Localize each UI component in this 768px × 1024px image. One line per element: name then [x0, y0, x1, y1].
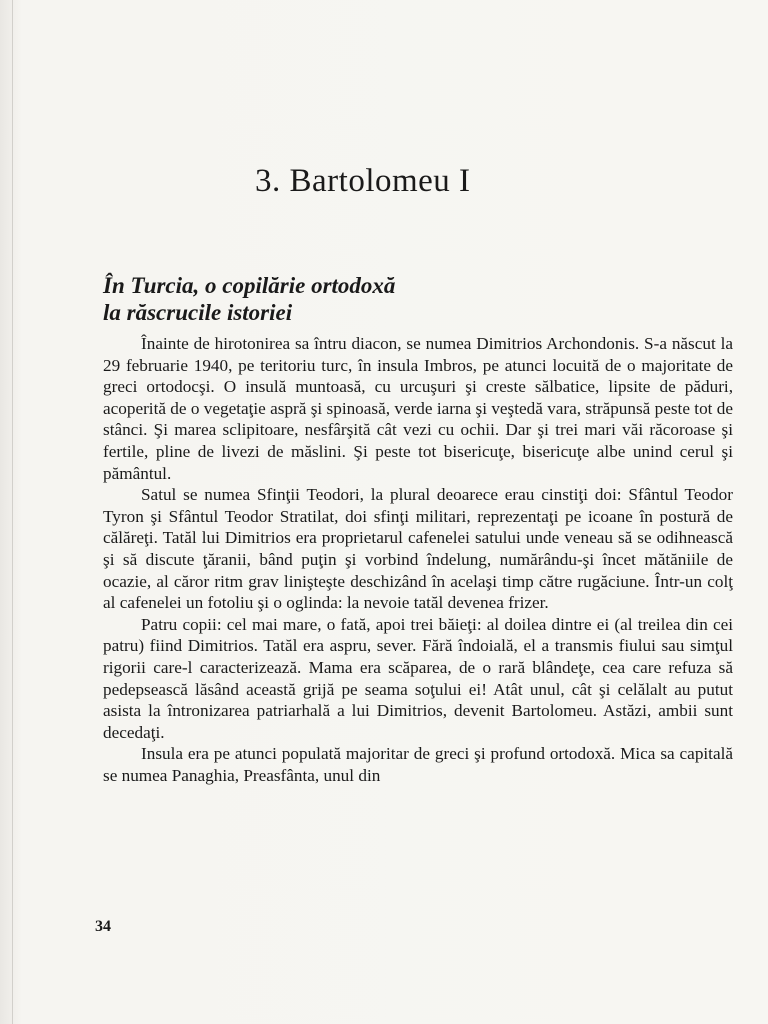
section-title-line-2: la răscrucile istoriei [103, 300, 293, 325]
body-text [103, 333, 733, 786]
chapter-title: 3. Bartolomeu I [255, 163, 471, 199]
section-title [103, 272, 543, 326]
page-binding-edge [12, 0, 13, 1024]
paragraph: Insula era pe atunci populată majoritar de greci şi profund ortodoxă. Mica sa capitală se numea Panaghia, Preasfânta, unul din [103, 744, 733, 785]
paragraph: Înainte de hirotonirea sa întru diacon, se numea Dimitrios Archondonis. S-a născut la 29 februarie 1940, pe teritoriu turc, în insula Imbros, pe atunci locuită de o majoritate de greci ortodocşi. O insulă muntoasă, cu urcuşuri şi creste sălbatice, lipsite de păduri, acoperită de o vegetaţie aspră şi spinoasă, verde iarna şi veştedă vara, străpunsă peste tot de stânci. Şi marea sclipitoare, nesfârşită cât vezi cu ochii. Dar şi trei mari văi răcoroase şi fertile, pline de livezi de măslini. Şi peste tot bisericuţe, bisericuţe albe unind cerul şi pământul. [103, 334, 733, 483]
paragraph: Satul se numea Sfinţii Teodori, la plural deoarece erau cinstiţi doi: Sfântul Teodor Tyron şi Sfântul Teodor Stratilat, doi sfinţi militari, reprezentaţi pe icoane în postură de călăreţi. Tatăl lui Dimitrios era proprietarul cafenelei satului unde veneau să se odihnească şi să discute ţăranii, bând puţin şi vorbind îndelung, numărându-şi încet mătăniile de ocazie, al căror ritm grav linişteşte deschizând în acelaşi timp către rugăciune. Într-un colţ al cafenelei un fotoliu şi o oglinda: la nevoie tatăl devenea frizer. [103, 485, 733, 613]
page-number: 34 [95, 918, 111, 935]
paragraph: Patru copii: cel mai mare, o fată, apoi trei băieţi: al doilea dintre ei (al treilea din cei patru) fiind Dimitrios. Tatăl era aspru, sever. Fără îndoială, el a transmis fiului sau simţul rigorii care-l caracterizează. Mama era scăparea, de o rară blândeţe, cea care refuza să pedepsească lăsând această grijă pe seama soţului ei! Atât unul, cât şi celălalt au putut asista la întronizarea patriarhală a lui Dimitrios, devenit Bartolomeu. Astăzi, ambii sunt decedaţi. [103, 614, 733, 742]
section-title-line-1: În Turcia, o copilărie ortodoxă [103, 273, 396, 298]
